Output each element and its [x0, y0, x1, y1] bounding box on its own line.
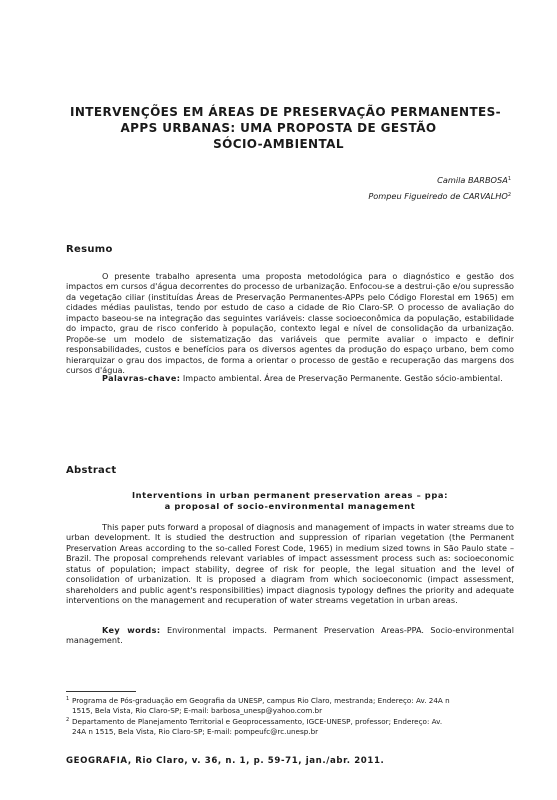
abstract-keywords: [66, 625, 514, 646]
author-2-name: Pompeu Figueiredo de CARVALHO: [368, 191, 508, 201]
author-2: [368, 188, 511, 204]
resumo-keywords-label: Palavras-chave:: [102, 373, 181, 383]
footnote-1: [66, 696, 514, 716]
author-1-name: Camila BARBOSA: [437, 175, 508, 185]
resumo-keywords: [66, 373, 514, 383]
title-line-1: INTERVENÇÕES EM ÁREAS DE PRESERVAÇÃO PERMANENTES-: [70, 105, 502, 119]
footnote-1-line-1: Programa de Pós-graduação em Geografia da UNESP, campus Rio Claro, mestranda; Endereço: Av. 24A n: [72, 696, 450, 705]
author-2-mark: 2: [507, 192, 511, 198]
abstract-heading: Abstract: [66, 465, 117, 476]
abstract-subtitle-line-1: Interventions in urban permanent preservation areas – ppa:: [131, 490, 449, 500]
footnote-1-mark: 1: [66, 696, 70, 702]
abstract-keywords-text: Environmental impacts. Permanent Preservation Areas-PPA. Socio-environmental management.: [66, 625, 514, 646]
author-list: [368, 172, 511, 204]
footnote-1-line-2: 1515, Bela Vista, Rio Claro-SP; E-mail: barbosa_unesp@yahoo.com.br: [72, 706, 323, 715]
journal-citation: GEOGRAFIA, Rio Claro, v. 36, n. 1, p. 59-71, jan./abr. 2011.: [66, 756, 385, 766]
footnote-2-line-1: Departamento de Planejamento Territorial e Geoprocessamento, IGCE-UNESP, professor; Endereço: Av.: [72, 717, 443, 726]
footnote-divider: [66, 691, 136, 692]
abstract-keywords-label: Key words:: [102, 625, 161, 635]
resumo-body: [66, 271, 514, 376]
title-line-2: APPS URBANAS: UMA PROPOSTA DE GESTÃO: [120, 121, 437, 135]
author-1: [368, 172, 511, 188]
footnote-2: [66, 717, 514, 737]
abstract-subtitle-line-2: a proposal of socio-environmental management: [164, 501, 416, 511]
footnote-2-line-2: 24A n 1515, Bela Vista, Rio Claro-SP; E-mail: pompeufc@rc.unesp.br: [72, 727, 319, 736]
author-1-mark: 1: [507, 176, 511, 182]
abstract-subtitle: [66, 490, 514, 512]
resumo-keywords-text: Impacto ambiental. Área de Preservação Permanente. Gestão sócio-ambiental.: [182, 373, 503, 383]
abstract-text: This paper puts forward a proposal of diagnosis and management of impacts in water streams due to urban development. It is studied the destruction and suppression of riparian vegetation (the Permanent Preservation Areas according to the so-called Forest Code, 1965) in medium sized towns in São Paulo state – Brazil. The proposal comprehends relevant variables of impact assessment process such as: socioeconomic status of population; impact stability, degree of risk for people, the legal situation and the level of consolidation of urbanization. It is proposed a diagram from which socioeconomic (impact assessment, shareholders and public agent's responsibilities) impact diagnosis typology defines the priority and adequate interventions on the management and recuperation of water streams vegetation in urban areas.: [66, 522, 514, 606]
title-line-3: SÓCIO-AMBIENTAL: [213, 137, 344, 151]
resumo-heading: Resumo: [66, 244, 113, 255]
paper-title: [70, 104, 502, 152]
abstract-body: [66, 522, 514, 606]
resumo-text: O presente trabalho apresenta uma proposta metodológica para o diagnóstico e gestão dos impactos em cursos d'água decorrentes do processo de urbanização. Enfocou-se a destrui-ção e/ou supressão da vegetação ciliar (instituídas Áreas de Preservação Permanentes-APPs pelo Código Florestal em 1965) em cidades médias paulistas, tendo por estudo de caso a cidade de Rio Claro-SP. O processo de avaliação do impacto baseou-se na integração das seguintes variáveis: classe socioeconômica da população, estabilidade do impacto, grau de risco conferido à população, contexto legal e nível de consolidação da urbanização. Propõe-se um modelo de sistematização das variáveis que permite avaliar o impacto e definir responsabilidades, custos e benefícios para os diversos agentes da produção do espaço urbano, bem como hierarquizar o grau dos impactos, de forma a orientar o processo de gestão e recuperação das margens dos cursos d'água.: [66, 271, 514, 376]
footnote-2-mark: 2: [66, 717, 70, 723]
